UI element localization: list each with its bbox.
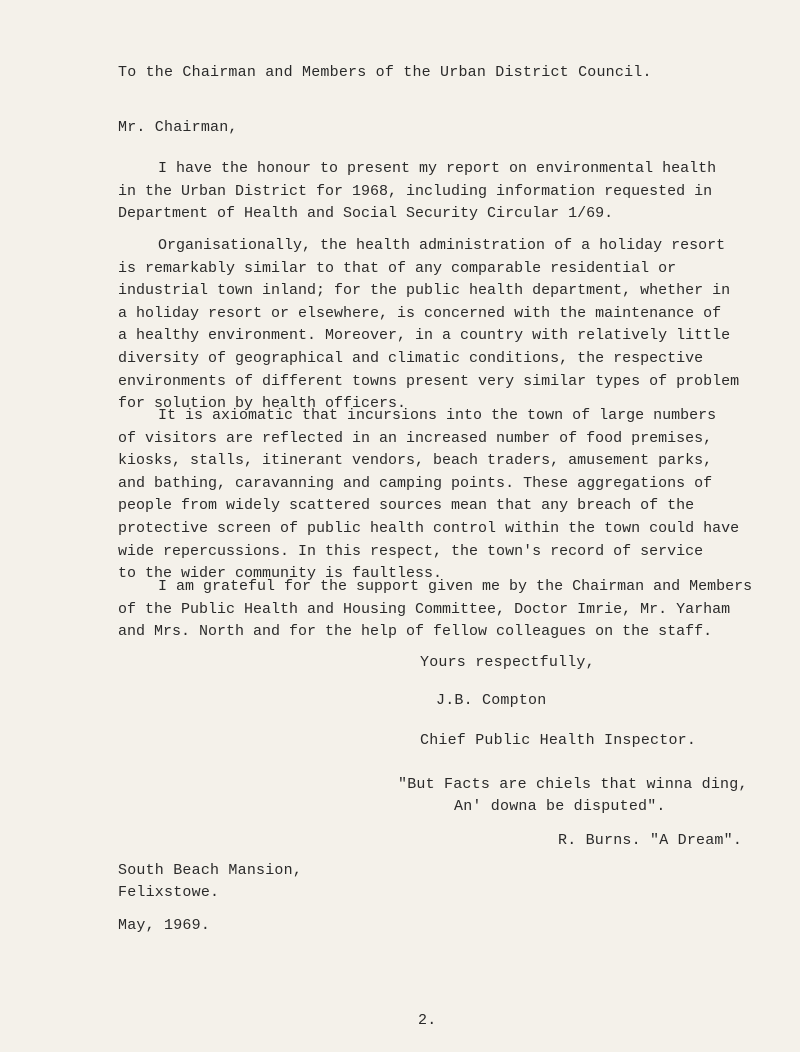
quote-line-1: "But Facts are chiels that winna ding, <box>398 776 748 793</box>
paragraph-line: a healthy environment. Moreover, in a country with relatively little <box>118 327 731 345</box>
page-number: 2. <box>418 1012 437 1029</box>
signature-title: Chief Public Health Inspector. <box>420 732 697 749</box>
paragraph-line: for solution by health officers. <box>118 395 407 413</box>
paragraph-line: Department of Health and Social Security Circular 1/69. <box>118 205 614 223</box>
paragraph-line: industrial town inland; for the public health department, whether in <box>118 282 731 300</box>
paragraph-line: kiosks, stalls, itinerant vendors, beach traders, amusement parks, <box>118 452 713 470</box>
paragraph-line: protective screen of public health control within the town could have <box>118 519 740 537</box>
paragraph-line: people from widely scattered sources mean that any breach of the <box>118 497 695 515</box>
paragraph-line: and bathing, caravanning and camping points. These aggregations of <box>118 474 713 492</box>
paragraph-line: Organisationally, the health administration of a holiday resort <box>158 237 726 254</box>
paragraph-line: of visitors are reflected in an increased number of food premises, <box>118 429 713 447</box>
paragraph-line: diversity of geographical and climatic conditions, the respective <box>118 349 704 367</box>
address-line: To the Chairman and Members of the Urban District Council. <box>118 64 652 81</box>
paragraph-line: I have the honour to present my report on environmental health <box>158 160 717 177</box>
paragraph-line: to the wider community is faultless. <box>118 565 443 583</box>
paragraph-3 <box>118 405 778 586</box>
quote-line-2: An' downa be disputed". <box>454 798 666 815</box>
paragraph-line: It is axiomatic that incursions into the town of large numbers <box>158 407 717 424</box>
paragraph-4 <box>118 576 778 644</box>
quote-attribution: R. Burns. "A Dream". <box>558 832 743 849</box>
paragraph-line: is remarkably similar to that of any comparable residential or <box>118 259 677 277</box>
paragraph-line: of the Public Health and Housing Committee, Doctor Imrie, Mr. Yarham <box>118 600 731 618</box>
address-line-2: Felixstowe. <box>118 884 220 901</box>
paragraph-line: a holiday resort or elsewhere, is concerned with the maintenance of <box>118 304 722 322</box>
paragraph-line: wide repercussions. In this respect, the town's record of service <box>118 542 704 560</box>
paragraph-1 <box>118 158 778 226</box>
salutation: Mr. Chairman, <box>118 119 238 136</box>
paragraph-line: environments of different towns present very similar types of problem <box>118 372 740 390</box>
paragraph-2 <box>118 235 778 416</box>
signature-name: J.B. Compton <box>436 692 547 709</box>
paragraph-line: in the Urban District for 1968, including information requested in <box>118 182 713 200</box>
address-line-1: South Beach Mansion, <box>118 862 303 879</box>
paragraph-line: I am grateful for the support given me by the Chairman and Members <box>158 578 753 595</box>
closing: Yours respectfully, <box>420 654 595 671</box>
paragraph-line: and Mrs. North and for the help of fellow colleagues on the staff. <box>118 623 713 641</box>
date: May, 1969. <box>118 917 211 934</box>
